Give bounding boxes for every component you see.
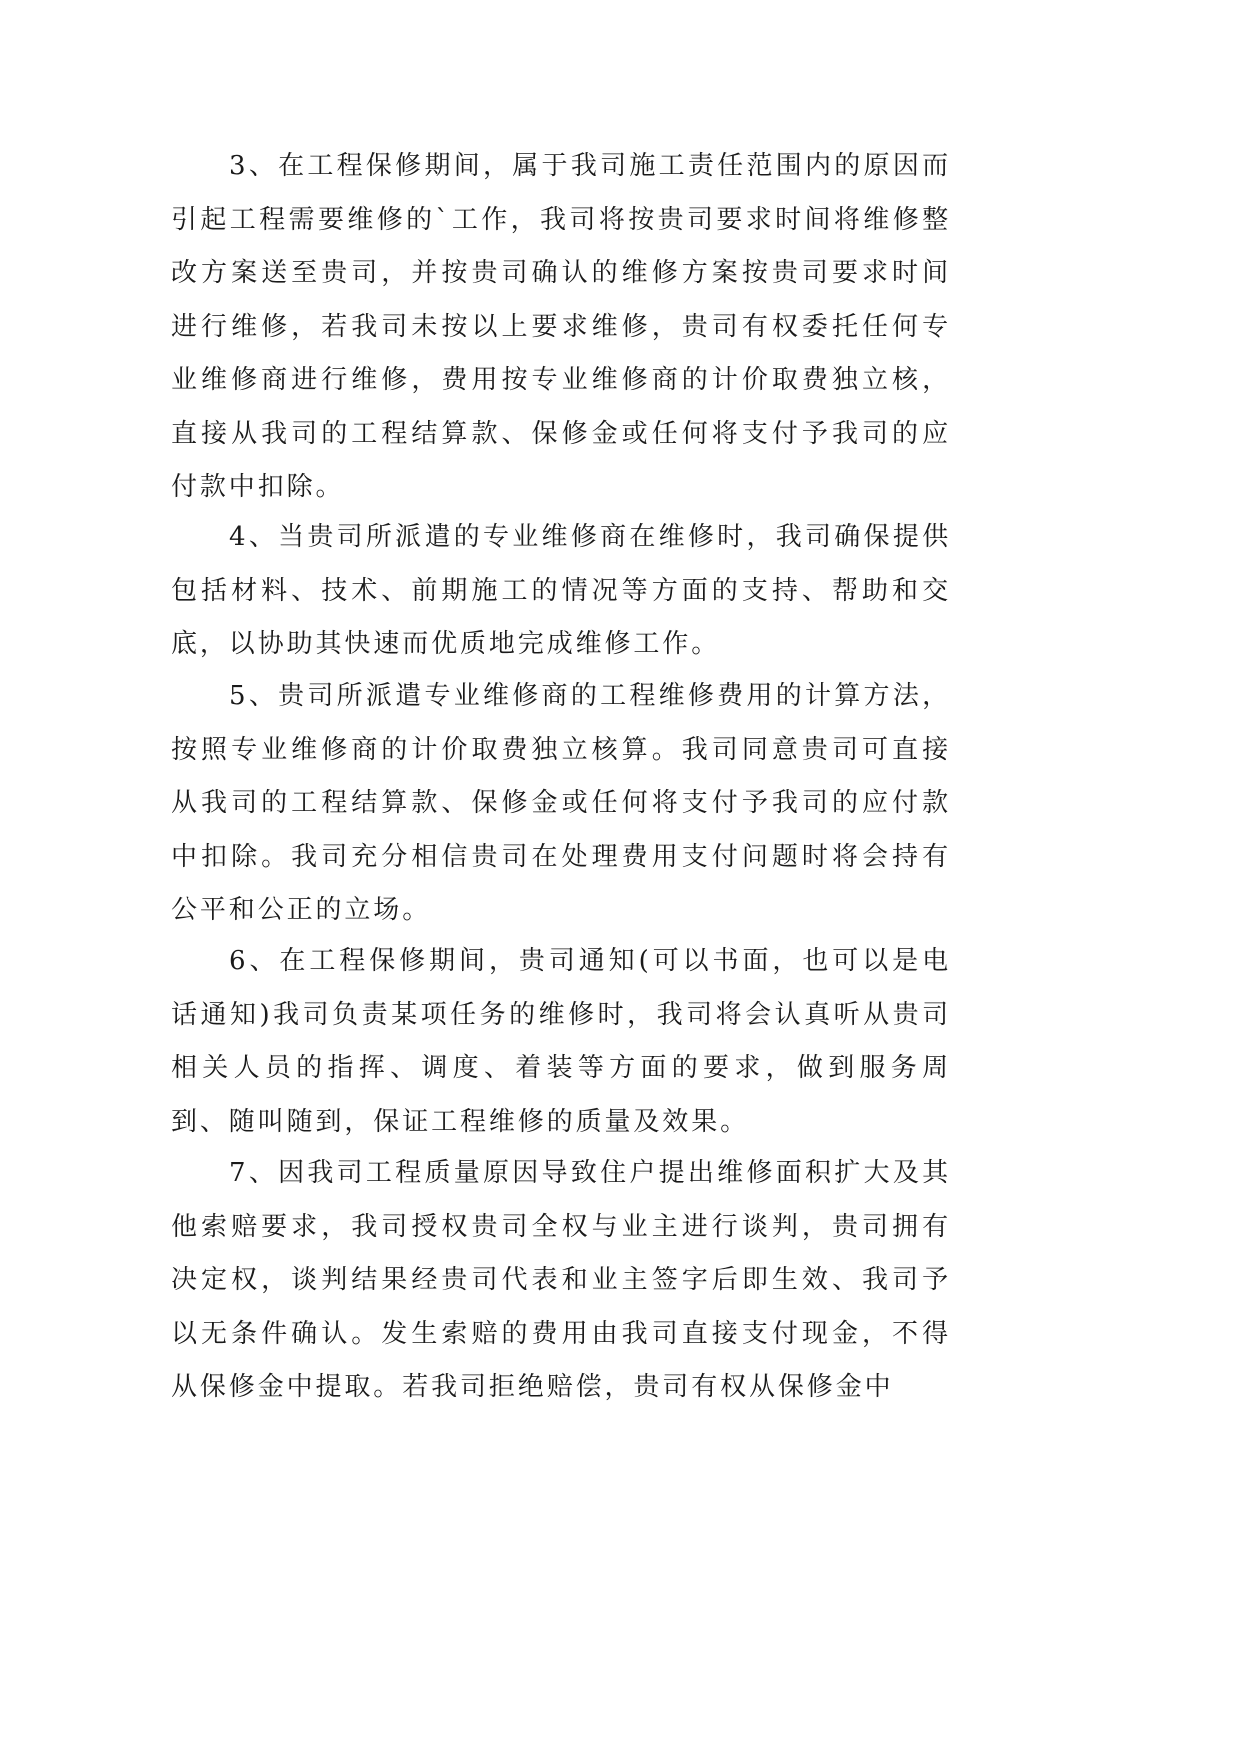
paragraph-7: 7、因我司工程质量原因导致住户提出维修面积扩大及其他索赔要求，我司授权贵司全权与业主进行谈判，贵司拥有决定权，谈判结果经贵司代表和业主签字后即生效、我司予以无条件确认。发生索赔的费用由我司直接支付现金，不得从保修金中提取。若我司拒绝赔偿，贵司有权从保修金中 xyxy=(171,1158,951,1402)
paragraph-5: 5、贵司所派遣专业维修商的工程维修费用的计算方法，按照专业维修商的计价取费独立核算。我司同意贵司可直接从我司的工程结算款、保修金或任何将支付予我司的应付款中扣除。我司充分相信贵司在处理费用支付问题时将会持有公平和公正的立场。 xyxy=(171,681,951,925)
paragraph-3: 3、在工程保修期间，属于我司施工责任范围内的原因而引起工程需要维修的`工作，我司将按贵司要求时间将维修整改方案送至贵司，并按贵司确认的维修方案按贵司要求时间进行维修，若我司未按以上要求维修，贵司有权委托任何专业维修商进行维修，费用按专业维修商的计价取费独立核，直接从我司的工程结算款、保修金或任何将支付予我司的应付款中扣除。 xyxy=(171,151,951,502)
paragraph-6: 6、在工程保修期间，贵司通知(可以书面，也可以是电话通知)我司负责某项任务的维修时，我司将会认真听从贵司相关人员的指挥、调度、着装等方面的要求，做到服务周到、随叫随到，保证工程维修的质量及效果。 xyxy=(171,946,951,1137)
paragraph-4: 4、当贵司所派遣的专业维修商在维修时，我司确保提供包括材料、技术、前期施工的情况等方面的支持、帮助和交底，以协助其快速而优质地完成维修工作。 xyxy=(171,522,951,659)
